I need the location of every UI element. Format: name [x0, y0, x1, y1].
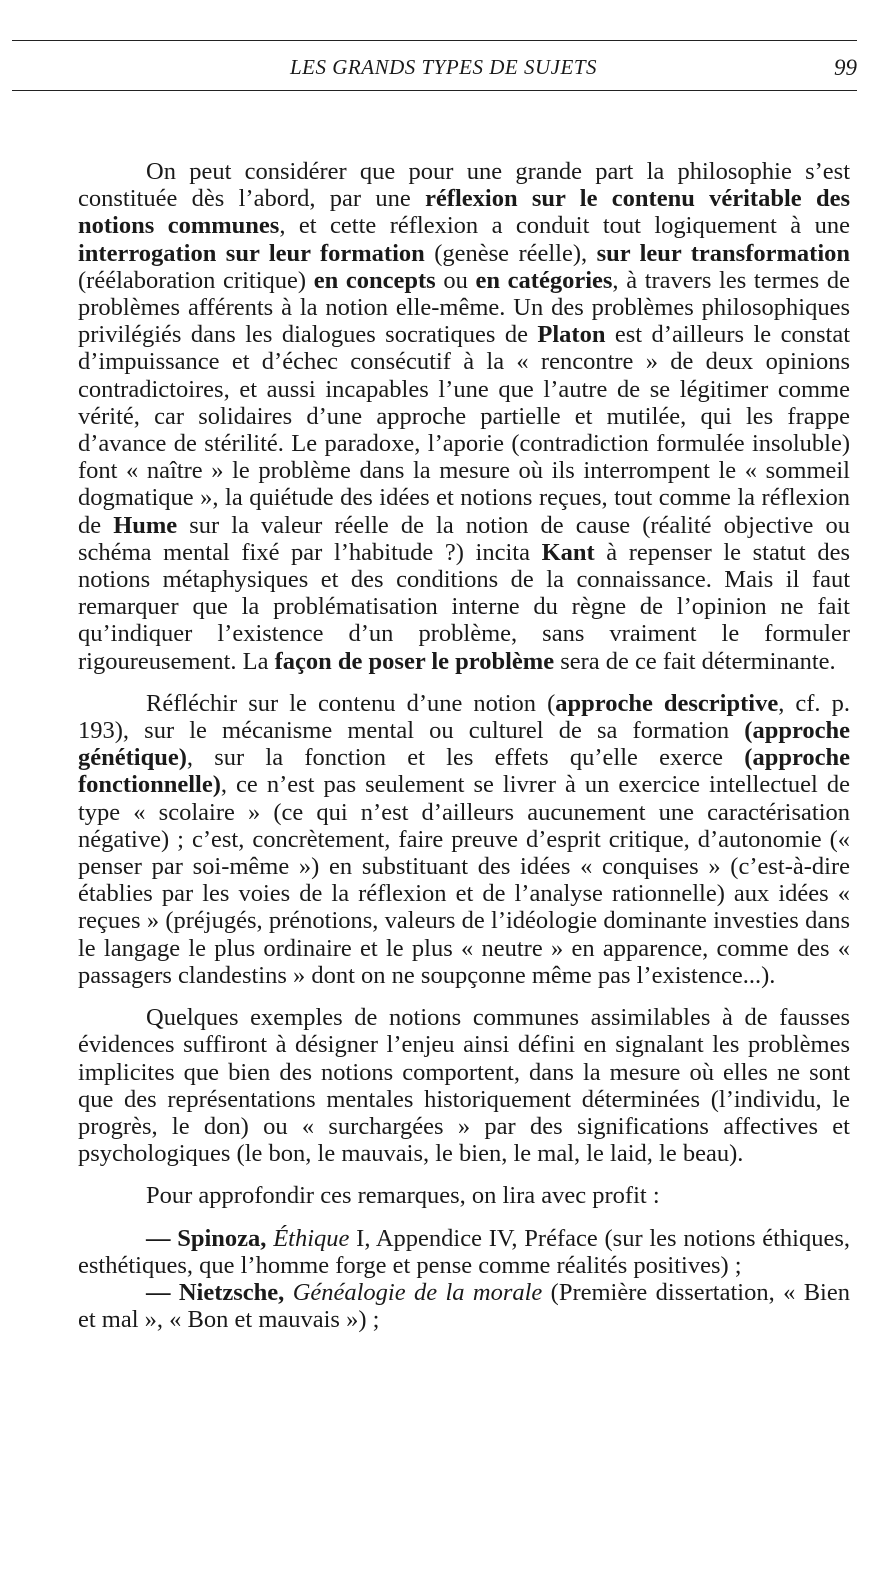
- text-run: (genèse réelle),: [424, 239, 597, 267]
- bold-run: en concepts: [313, 266, 436, 294]
- text-run: [284, 1279, 292, 1306]
- bold-run: façon de poser le problème: [274, 647, 555, 675]
- bold-run: — Spinoza,: [146, 1224, 267, 1252]
- text-run: ou: [435, 266, 476, 294]
- page-number: 99: [834, 55, 857, 80]
- running-title: LES GRANDS TYPES DE SUJETS: [290, 55, 597, 79]
- bold-run: approche descriptive: [555, 689, 779, 717]
- bold-run: Platon: [537, 321, 606, 349]
- text-run: est d’ailleurs le constat d’impuissance et d’échec consécutif à la « rencontre » de deux opinions contradictoires, et aussi incapables l’une que l’autre de se légitimer comme vérité, car solidaires d’une approche partielle et mutilée, qui les frappe d’avance de stérilité. Le paradoxe, l’aporie (contradiction formulée insoluble) font « naître » le problème dans la mesure où ils interrompent le « sommeil dogmatique », la quiétude des idées et notions reçues, tout comme la réflexion de: [78, 321, 850, 539]
- text-run: Réfléchir sur le contenu d’une notion (: [146, 689, 556, 717]
- reference-item: [78, 1279, 850, 1333]
- text-run: à repenser le statut des notions métaphysiques et des conditions de la connaissance. Mais il faut remarquer que la problématisation interne du règne de l’opinion ne fait qu’indiquer l’existence d’un problème, sans vraiment le formuler rigoureusement. La: [78, 538, 850, 675]
- text-run: (Première dissertation, « Bien et mal », « Bon et mauvais ») ;: [78, 1278, 850, 1334]
- text-run: (réélaboration critique): [78, 266, 314, 294]
- body-text: [78, 158, 850, 1333]
- header-top-rule: [12, 40, 857, 41]
- bold-run: en catégories: [475, 266, 613, 294]
- bold-run: interrogation sur leur formation: [78, 239, 425, 267]
- text-run: , à travers les termes de problèmes afférents à la notion elle-même. Un des problèmes philosophiques privilégiés dans les dialogues socratiques de: [78, 266, 850, 349]
- italic-run: Éthique: [273, 1224, 350, 1252]
- text-run: I, Appendice IV, Préface (sur les notions éthiques, esthétiques, que l’homme forge et pense comme réalités positives) ;: [78, 1224, 850, 1279]
- bold-run: — Nietzsche,: [146, 1278, 285, 1306]
- bold-run: (approche génétique): [78, 717, 850, 772]
- bold-run: sur leur transformation: [596, 239, 850, 267]
- bold-run: réflexion sur le contenu véritable des notions communes: [78, 185, 850, 240]
- text-run: , sur la fonction et les effets qu’elle exerce: [186, 744, 745, 772]
- header-bottom-rule: [12, 90, 857, 91]
- bold-run: Hume: [113, 511, 178, 539]
- italic-run: Généalogie de la morale: [292, 1278, 543, 1306]
- text-run: Pour approfondir ces remarques, on lira avec profit :: [146, 1182, 660, 1210]
- text-run: sur la valeur réelle de la notion de cause (réalité objective ou schéma mental fixé par l’habitude ?) incita: [78, 511, 851, 566]
- bold-run: Kant: [541, 538, 595, 566]
- paragraph: [78, 1182, 850, 1209]
- text-run: , et cette réflexion a conduit tout logiquement à une: [279, 212, 850, 240]
- bold-run: (approche fonctionnelle): [78, 744, 850, 799]
- text-run: Quelques exemples de notions communes assimilables à de fausses évidences suffiront à désigner l’enjeu ainsi défini en signalant les problèmes implicites que bien des notions comportent, dans la mesure où elles ne sont que des représentations mentales historiquement déterminées (l’individu, le progrès, le don) ou « surchargées » par des significations affectives et psychologiques (le bon, le mauvais, le bien, le mal, le laid, le beau).: [78, 1004, 850, 1168]
- text-run: , ce n’est pas seulement se livrer à un exercice intellectuel de type « scolaire » (ce qui n’est d’ailleurs aucunement une caractérisation négative) ; c’est, concrètement, faire preuve d’esprit critique, d’autonomie (« penser par soi-même ») en substituant des idées « conquises » (c’est-à-dire établies par les voies de la réflexion et de l’analyse rationnelle) aux idées « reçues » (préjugés, prénotions, valeurs de l’idéologie dominante investies dans le langage le plus ordinaire et le plus « neutre » en apparence, comme des « passagers clandestins » dont on ne soupçonne même pas l’existence...).: [78, 771, 850, 989]
- text-run: On peut considérer que pour une grande part la philosophie s’est constituée dès l’abord, par une: [78, 158, 850, 213]
- text-run: sera de ce fait déterminante.: [554, 647, 836, 675]
- paragraph: [78, 690, 850, 989]
- reference-item: [78, 1225, 850, 1279]
- paragraph: [78, 158, 850, 675]
- paragraph: [78, 1004, 850, 1167]
- text-run: , cf. p. 193), sur le mécanisme mental ou culturel de sa formation: [78, 689, 850, 745]
